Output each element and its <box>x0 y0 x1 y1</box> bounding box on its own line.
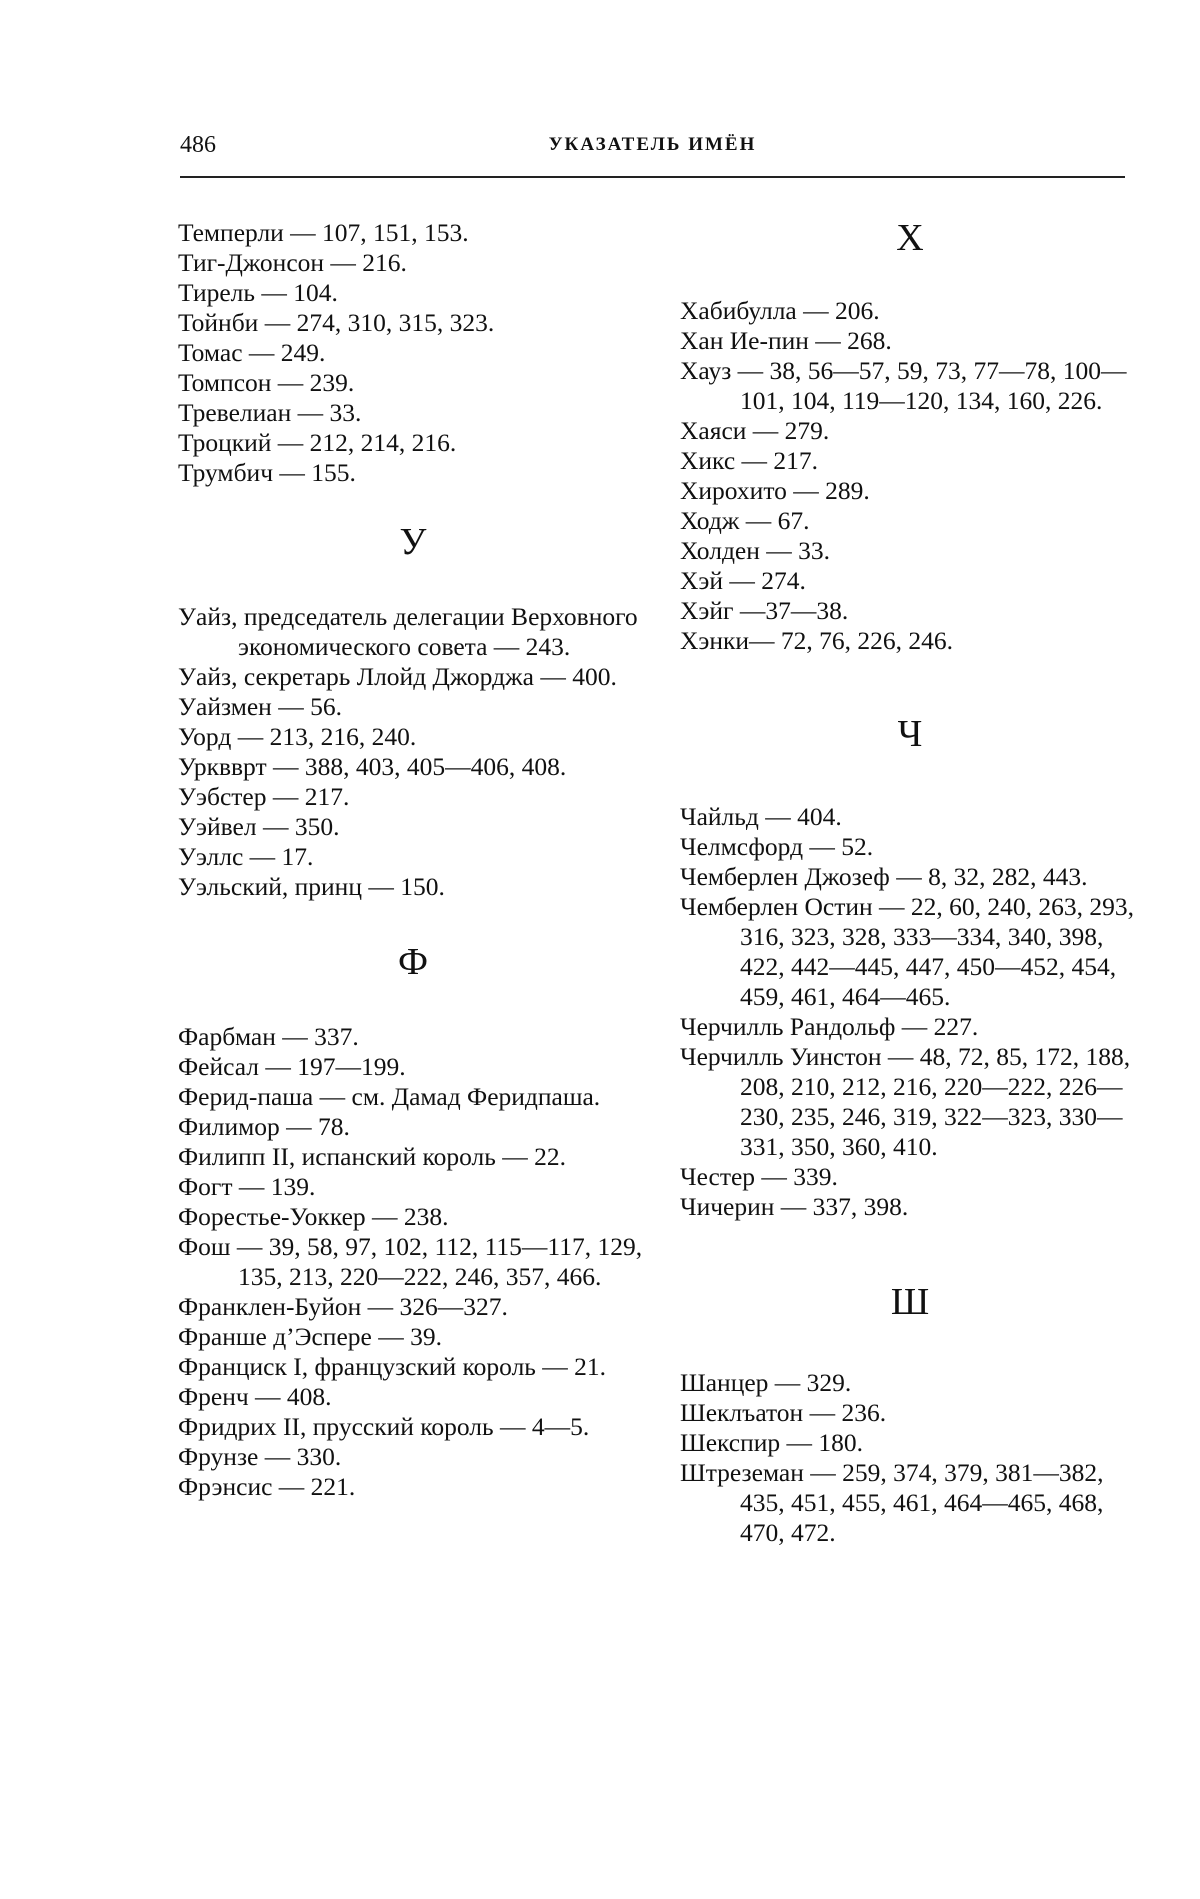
index-entry: Фейсал — 197—199. <box>178 1052 406 1081</box>
index-entry: Хикс — 217. <box>680 446 819 475</box>
index-entry: Чемберлен Джозеф — 8, 32, 282, 443. <box>680 862 1088 891</box>
index-entry: Чичерин — 337, 398. <box>680 1192 909 1221</box>
index-entry: Тревелиан — 33. <box>178 398 362 427</box>
index-entry: Хэйг —37—38. <box>680 596 849 625</box>
section-letter-sh: Ш <box>890 1281 930 1323</box>
index-entry: Уайз, секретарь Ллойд Джорджа — 400. <box>178 662 617 691</box>
entries-f <box>178 1022 648 1502</box>
section-letter-u: У <box>399 521 427 563</box>
entries-h <box>680 296 1140 656</box>
index-entry: Франклен-Буйон — 326—327. <box>178 1292 508 1321</box>
index-entry: Фарбман — 337. <box>178 1022 359 1051</box>
entries-t <box>178 218 648 488</box>
index-entry: Форестье-Уоккер — 238. <box>178 1202 449 1231</box>
index-entry: Черчилль Рандольф — 227. <box>680 1012 979 1041</box>
index-entry: Темперли — 107, 151, 153. <box>178 218 469 247</box>
index-entry: Фош — 39, 58, 97, 102, 112, 115—117, 129, 135, 213, 220—222, 246, 357, 466. <box>178 1232 643 1291</box>
index-entry: Ферид-паша — см. Дамад Феридпаша. <box>178 1082 601 1111</box>
index-entry: Тойнби — 274, 310, 315, 323. <box>178 308 495 337</box>
index-entry: Черчилль Уинстон — 48, 72, 85, 172, 188, 208, 210, 212, 216, 220—222, 226—230, 235, 246, 319, 322—323, 330—331, 350, 360, 410. <box>680 1042 1131 1161</box>
index-entry: Ходж — 67. <box>680 506 810 535</box>
header-rule <box>180 176 1125 178</box>
index-entry: Тиг-Джонсон — 216. <box>178 248 407 277</box>
index-entry: Уэбстер — 217. <box>178 782 350 811</box>
page-number: 486 <box>180 132 216 158</box>
index-entry: Холден — 33. <box>680 536 831 565</box>
index-entry: Томас — 249. <box>178 338 326 367</box>
index-entry: Уэйвел — 350. <box>178 812 340 841</box>
index-entry: Фогт — 139. <box>178 1172 316 1201</box>
index-entry: Уорд — 213, 216, 240. <box>178 722 417 751</box>
section-letter-ch: Ч <box>897 713 923 755</box>
entries-ch <box>680 802 1140 1222</box>
index-entry: Честер — 339. <box>680 1162 838 1191</box>
index-entry: Хаяси — 279. <box>680 416 830 445</box>
entries-sh <box>680 1368 1140 1548</box>
index-entry: Шекспир — 180. <box>680 1428 864 1457</box>
index-entry: Хэнки— 72, 76, 226, 246. <box>680 626 954 655</box>
index-entry: Филипп II, испанский король — 22. <box>178 1142 567 1171</box>
index-entry: Филимор — 78. <box>178 1112 350 1141</box>
index-entry: Хэй — 274. <box>680 566 806 595</box>
section-letter-f: Ф <box>397 941 429 983</box>
page-header <box>180 132 1125 168</box>
index-entry: Шеклъатон — 236. <box>680 1398 887 1427</box>
index-entry: Трумбич — 155. <box>178 458 356 487</box>
index-entry: Фрунзе — 330. <box>178 1442 342 1471</box>
entries-u <box>178 602 648 902</box>
index-entry: Чайльд — 404. <box>680 802 842 831</box>
index-entry: Фрэнсис — 221. <box>178 1472 356 1501</box>
index-entry: Фридрих II, прусский король — 4—5. <box>178 1412 590 1441</box>
index-entry: Хабибулла — 206. <box>680 296 880 325</box>
index-entry: Франше д’Эспере — 39. <box>178 1322 442 1351</box>
index-entry: Штреземан — 259, 374, 379, 381—382, 435, 451, 455, 461, 464—465, 468, 470, 472. <box>680 1458 1104 1547</box>
index-entry: Франциск I, французский король — 21. <box>178 1352 607 1381</box>
index-entry: Челмсфорд — 52. <box>680 832 874 861</box>
index-entry: Троцкий — 212, 214, 216. <box>178 428 457 457</box>
index-entry: Уайз, председатель делегации Верховного экономического совета — 243. <box>178 602 638 661</box>
index-entry: Френч — 408. <box>178 1382 332 1411</box>
section-letter-h: Х <box>896 217 924 259</box>
index-entry: Хан Ие-пин — 268. <box>680 326 892 355</box>
index-entry: Уайзмен — 56. <box>178 692 342 721</box>
index-entry: Шанцер — 329. <box>680 1368 852 1397</box>
index-entry: Томпсон — 239. <box>178 368 355 397</box>
running-title: УКАЗАТЕЛЬ ИМЁН <box>548 134 757 155</box>
index-entry: Уэльский, принц — 150. <box>178 872 445 901</box>
index-entry: Хауз — 38, 56—57, 59, 73, 77—78, 100—101, 104, 119—120, 134, 160, 226. <box>680 356 1127 415</box>
left-column <box>178 218 648 1502</box>
index-entry: Тирель — 104. <box>178 278 338 307</box>
index-entry: Чемберлен Остин — 22, 60, 240, 263, 293, 316, 323, 328, 333—334, 340, 398, 422, 442—445, 447, 450—452, 454, 459, 461, 464—465. <box>680 892 1135 1011</box>
index-entry: Хирохито — 289. <box>680 476 870 505</box>
index-entry: Уэллс — 17. <box>178 842 314 871</box>
index-entry: Урквврт — 388, 403, 405—406, 408. <box>178 752 567 781</box>
right-column <box>680 218 1140 1548</box>
